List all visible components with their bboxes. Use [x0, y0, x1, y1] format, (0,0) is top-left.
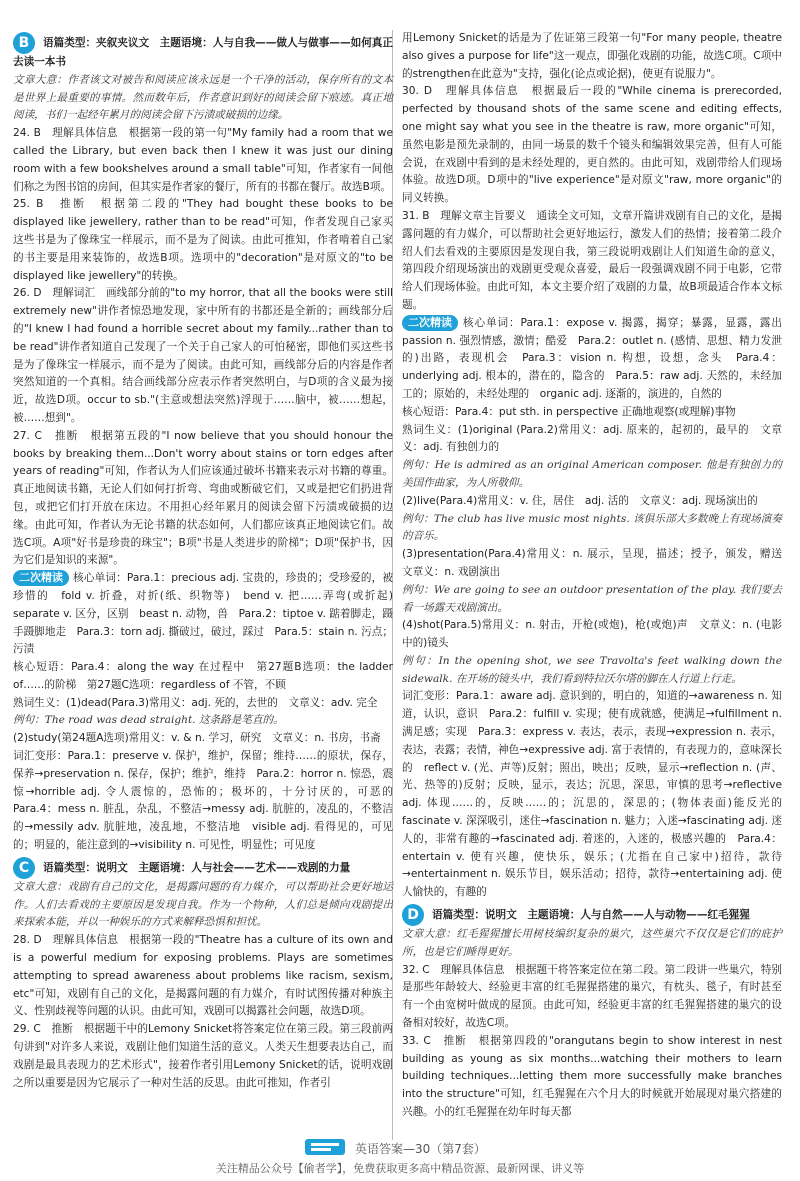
c-shuci-4: (4)shot(Para.5)常用义：n. 射击，开枪(或炮)，枪(或炮)声 文章义：n. (电影中的)镜头 — [402, 619, 782, 650]
answer-24: 24. B 理解具体信息 根据第一段的第一句"My family had a room that we called the Library, but even back then I knew it was just our dining room with a few bookshelves around a small table"可知，作者家有一间他们称之为图书馆的房间，但其实是作者家的餐厅，所有的书都在餐厅。故选B项。 — [13, 127, 393, 193]
publisher-logo-icon — [305, 1138, 345, 1156]
section-b-badge: B — [13, 32, 35, 54]
answer-26: 26. D 理解词汇 画线部分前的"to my horror, that all the books were still extremely new"讲作者惊恐地发现，家中所有的书都还是全新的；画线部分后的"I knew I had found a horrible secret about my family...rather than to be read"讲作者知道自己发现了一个关于自己家人的可怕秘密，即他们买这些书是为了像珠宝一样展示，而不是为了阅读。由此可知，画线部分后的内容是作者突然知道的一个真相。结合画线部分应表示作者突然明白，与D项的含义最为接近，故选D项。occur to sb."(主意或想法突然)浮现于……脑中，被……想起，被……想到"。 — [13, 287, 393, 424]
c-example-3: 例句：We are going to see an outdoor presentation of the play. 我们要去看一场露天戏剧演出。 — [402, 583, 782, 614]
c-word-forms: 词汇变形：Para.1：aware adj. 意识到的，明白的，知道的→awareness n. 知道，认识，意识 Para.2：fulfill v. 实现；使有成就感，使满足→fulfillment n. 满足感；实现 Para.3：express v. 表达，表示，表现→expression n. 表示，表达，表露；表情，神色→expressive adj. 富于表情的，有表现力的，意味深长的 reflect v. (光、声等)反射；照出，映出；反映，显示→reflection n. (声、光、热等的)反射；反映，显示，表达；沉思，深思，审慎的思考→reflective adj. 体现……的，反映……的；沉思的，深思的；(物体表面)能反光的 fascinate v. 深深吸引，迷住→fascination n. 魅力；入迷→fascinating adj. 迷人的，非常有趣的→fascinated adj. 着迷的，入迷的，极感兴趣的 Para.4：entertain v. 使有兴趣，使快乐，娱乐；(尤指在自己家中)招待，款待→entertainment n. 娱乐节目，娱乐活动；招待，款待→entertaining adj. 使人愉快的，有趣的 — [402, 690, 793, 899]
answer-29: 29. C 推断 根据题干中的Lemony Snicket将答案定位在第三段。第三段前两句讲到"对许多人来说，戏剧让他们知道生活的意义。人类天生想要表达自己，而戏剧是最具表现力的艺术形式"，接着作者引用Lemony Snicket的话，说明戏剧之所以重要是因为它展示了一种对生活的反思。由此可推知，作者引 — [13, 1023, 393, 1089]
reread-badge-2: 二次精读 — [402, 315, 458, 331]
b-phrases: 核心短语：Para.4：along the way 在过程中 第27题B选项：the ladder of……的阶梯 第27题C选项：regardless of 不管，不顾 — [13, 661, 393, 691]
right-column — [402, 30, 793, 1122]
left-column — [13, 30, 404, 1092]
answer-27: 27. C 推断 根据第五段的"I now believe that you should honour the books by breaking them...Don't worry about stains or torn edges after years of reading"可知，作者认为人们应该通过破坏书籍来表示对书籍的尊重。真正地阅读书籍，无论人们如何打折弯、弯曲或断破它们，又或是把它们扔进背包，或把它们打开放在床边。不用担心经年累月的阅读会留下污渍或破损的边缘。由此可知，作者认为无论书籍的状态如何，人们都应该真正地阅读它们。故选C项。A项"好书是珍贵的珠宝"；B项"书是人类进步的阶梯"；D项"保护书，因为它们是知识的来源"。 — [13, 429, 393, 567]
c-shuci-3: (3)presentation(Para.4)常用义：n. 展示，呈现，描述；授予，颁发，赠送 文章义：n. 戏剧演出 — [402, 548, 793, 578]
answer-29-cont: 用Lemony Snicket的话是为了佐证第三段第一句"For many people, theatre also gives a purpose for life"这一观点，即强化戏剧的功能，故选C项。C项中的strengthen在此意为"支持，强化(论点或论据)，使更有说服力"。 — [402, 32, 782, 80]
answer-33: 33. C 推断 根据第四段的"orangutans begin to show interest in nest building as young as six months...watching their mothers to learn building techniques...letting them more successfully make branches into the structure"可知，红毛猩猩在六个月大的时候就开始展现对巢穴搭建的兴趣。小的红毛猩猩在幼年时每天都 — [402, 1034, 782, 1119]
reread-badge: 二次精读 — [13, 570, 69, 586]
c-shuci-2: (2)live(Para.4)常用义：v. 住，居住 adj. 活的 文章义：adj. 现场演出的 — [402, 494, 758, 507]
c-example-4: 例句：In the opening shot, we see Travolta's feet walking down the sidewalk. 在开场的镜头中，我们看到特拉沃尔塔的脚在人行道上行走。 — [402, 654, 782, 685]
page-number: 英语答案—30（第7套） — [355, 1142, 486, 1156]
b-vocab: 二次精读 核心单词：Para.1：precious adj. 宝贵的，珍贵的；受珍爱的，被珍惜的 fold v. 折叠，对折(纸、织物等) bend v. 把……弄弯(或折起) separate v. 区分，区别 beast n. 动物，兽 Para.2：tiptoe v. 踮着脚走，蹑手蹑脚地走 Para.3：torn adj. 撕破过，破过，踩过 Para.5：stain n. 污点；污渍 — [13, 571, 404, 656]
footer-note: 关注精品公众号【偷者学】，免费获取更多高中精品资源、最新网课、讲义等 — [215, 1162, 585, 1175]
section-b-header: B 语篇类型：夹叙夹议文 主题语境：人与自我——做人与做事——如何真正去读一本书 — [13, 32, 393, 72]
section-c-badge: C — [13, 857, 35, 879]
c-phrases: 核心短语：Para.4：put sth. in perspective 正确地观察(或理解)事物 — [402, 405, 736, 418]
section-c-header: C 语篇类型：说明文 主题语境：人与社会——艺术——戏剧的力量 — [13, 857, 393, 879]
b-shuci: 熟词生义：(1)dead(Para.3)常用义：adj. 死的，去世的 文章义：adv. 完全 — [13, 696, 378, 709]
answer-25: 25. B 推断 根据第二段的"They had bought these books to be displayed like jewellery, rather than to be read"可知，作者发现自己家买这些书是为了像珠宝一样展示，而不是为了阅读。由此可推知，作者啃着自己家的书主要是用来装饰的，故选B项。选项中的"decoration"是对原文的"to be displayed like jewellery"的转换。 — [13, 198, 393, 282]
c-example-1: 例句：He is admired as an original American composer. 他是有独创力的美国作曲家，为人所敬仰。 — [402, 459, 782, 489]
page-footer — [0, 1136, 800, 1181]
c-summary: 文章大意：戏剧有自己的文化，是揭露问题的有力媒介，可以帮助社会更好地运作。人们去看戏的主要原因是发现自我。作为一个物种，人们总是倾向戏剧提出来探索本能，并以一种娱乐的方式来解释恐惧和担忧。 — [13, 880, 393, 929]
c-shuci-1: 熟词生义：(1)original (Para.2)常用义：adj. 原来的，起初的，最早的 文章义：adj. 有独创力的 — [402, 423, 782, 454]
d-summary: 文章大意：红毛猩猩擅长用树枝编织复杂的巢穴，这些巢穴不仅仅是它们的庇护所，也是它们睡得更好。 — [402, 928, 782, 958]
answer-32: 32. C 理解具体信息 根据题干将答案定位在第二段。第二段讲一些巢穴，特别是那些年龄较大、经验更丰富的红毛猩猩搭建的巢穴，有枕头、毯子，有时甚至有一个由宽树叶做成的屋顶。由此可知，经验更丰富的红毛猩猩搭建的巢穴的设备相对较好，故选C项。 — [402, 963, 782, 1030]
answer-31: 31. B 理解文章主旨要义 通读全文可知，文章开篇讲戏剧有自己的文化，是揭露问题的有力媒介，可以帮助社会更好地运行，激发人们的热情；接着第二段介绍人们去看戏的主要原因是发现自我，第三段说明戏剧让人们知道生命的意义，第四段介绍现场演出的戏剧更受观众喜爱，最后一段强调戏剧不同于电影，它带给人们现场体验。由此可知，本文主要介绍了戏剧的力量，故B项最适合作本文标题。 — [402, 209, 782, 311]
b-word-forms: 词汇变形：Para.1：preserve v. 保护，维护，保留；维持……的原状，保存，保养→preservation n. 保存，保护；维护，维持 Para.2：horror n. 惊恐，震惊→horrible adj. 令人震惊的，恐怖的；极坏的，十分讨厌的，可恶的 Para.4：mess n. 脏乱，杂乱，不整洁→messy adj. 肮脏的，凌乱的，不整洁的→messily adv. 肮脏地，凌乱地，不整洁地 visible adj. 看得见的，可见的；明显的，能注意到的→visibility n. 可见性，明显性；可见度 — [13, 750, 404, 852]
b-summary: 文章大意：作者该文对被告和阅读应该永远是一个干净的活动，保存所有的文本是世界上最重要的事情。然而数年后，作者意识到好的阅读会留下痕迹。真正地阅读，书们一起经年累月的阅读会留下污渍或破损的边缘。 — [13, 73, 393, 122]
section-d-badge: D — [402, 904, 424, 926]
answer-28: 28. D 理解具体信息 根据第一段的"Theatre has a culture of its own and is a powerful medium for exposing problems. Plays are sometimes attempting to spread awareness about problems like racism, sexism, etc"可知，戏剧有自己的文化，是揭露问题的有力媒介，有时试图传播对种族主义、性别歧视等问题的认识。由此可知，戏剧可以揭露社会问题，故选D项。 — [13, 934, 393, 1018]
c-example-2: 例句：The club has live music most nights. 该俱乐部大多数晚上有现场演奏的音乐。 — [402, 512, 782, 543]
b-shuci-2: (2)study(第24题A选项)常用义：v. & n. 学习，研究 文章义：n. 书房，书斋 — [13, 732, 381, 745]
c-vocab: 二次精读 核心单词：Para.1：expose v. 揭露，揭穿；暴露，显露，露出 passion n. 强烈情感，激情；酷爱 Para.2：outlet n. (感情、思想、精力发泄的)出路，表现机会 Para.3：vision n. 构想，设想，念头 Para.4：underlying adj. 根本的，潜在的，隐含的 Para.5：raw adj. 天然的，未经加工的；原始的，未经处理的 organic adj. 逐渐的，演进的，自然的 — [402, 315, 793, 400]
section-d-header: D 语篇类型：说明文 主题语境：人与自然——人与动物——红毛猩猩 — [402, 904, 782, 926]
b-example-1: 例句：The road was dead straight. 这条路是笔直的。 — [13, 714, 284, 727]
answer-30: 30. D 理解具体信息 根据最后一段的"While cinema is prerecorded, perfected by thousand shots of the same scene and editing effects, one might say what you see in the theatre is raw, more organic"可知，虽然电影是预先录制的，由同一场景的数千个镜头和编辑效果完善，但有人可能会说，在戏剧中看到的是未经处理的，更自然的。由此可知，戏剧带给人们现场体验。故选D项。D项中的"live experience"是对原文"raw, more organic"的同义转换。 — [402, 85, 782, 205]
